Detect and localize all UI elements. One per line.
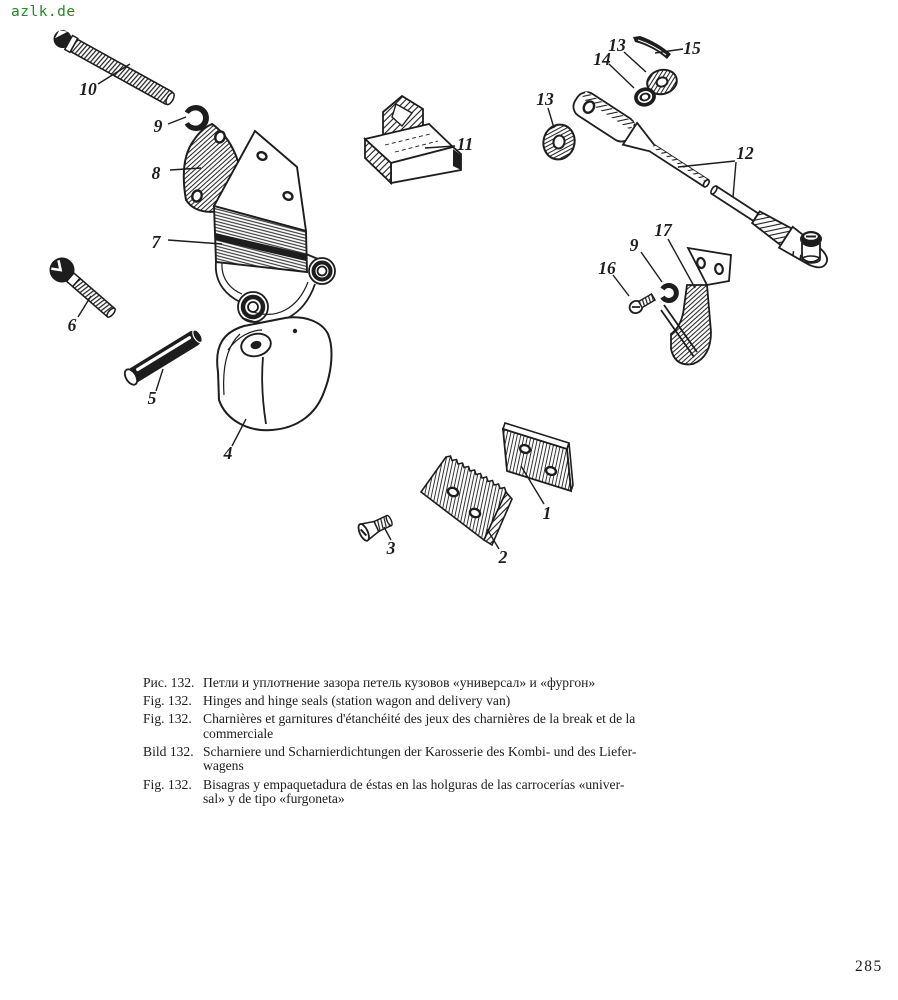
leader-12b xyxy=(733,162,736,197)
part-6-bolt xyxy=(44,252,121,323)
caption-row-spanish: Fig. 132. Bisagras y empaquetadura de éstas en las holguras de las carrocerías «univer- sal» y de tipo «furgoneta» xyxy=(143,778,743,807)
part-16-screw xyxy=(627,292,656,316)
leader-13-2 xyxy=(624,52,646,72)
caption-row-german: Bild 132. Scharniere und Scharnierdichtungen der Karosserie des Kombi- und des Liefer- wagens xyxy=(143,745,743,774)
part-9-lock-washer xyxy=(187,108,206,128)
part-label-2: 2 xyxy=(498,547,508,567)
caption-row-english xyxy=(143,694,743,709)
caption-prefix: Fig. 132. xyxy=(143,776,192,792)
caption-text: Hinges and hinge seals (station wagon and delivery van) xyxy=(203,693,511,709)
part-label-10: 10 xyxy=(79,79,97,99)
leader-9 xyxy=(168,117,186,124)
part-10-long-bolt xyxy=(50,27,177,108)
caption-text: Петли и уплотнение зазора петель кузовов «универсал» и «фургон» xyxy=(203,675,596,690)
part-1-striker-plate xyxy=(503,423,573,491)
caption-text: Charnières et garnitures d'étanchéité des jeux des charnières de la break et de la xyxy=(203,711,636,727)
part-label-16: 16 xyxy=(598,258,616,278)
part-label-14: 14 xyxy=(593,49,611,69)
part-label-9-2: 9 xyxy=(629,235,639,255)
part-label-5: 5 xyxy=(147,388,157,408)
part-label-1: 1 xyxy=(542,503,552,523)
part-label-3: 3 xyxy=(386,538,396,558)
leader-6 xyxy=(78,296,91,317)
part-12-hinge-rod xyxy=(569,88,833,274)
figure-caption xyxy=(143,676,743,810)
part-label-6: 6 xyxy=(67,315,77,335)
part-label-8: 8 xyxy=(151,163,161,183)
part-15-clip-pin xyxy=(633,36,671,59)
part-9-lock-washer-2 xyxy=(663,286,677,301)
leader-9-2 xyxy=(641,252,662,282)
caption-row-russian xyxy=(143,676,743,691)
leader-5 xyxy=(156,369,163,391)
part-label-13-2: 13 xyxy=(608,35,626,55)
caption-prefix: Bild 132. xyxy=(143,743,194,759)
part-2-serrated-wedge xyxy=(421,456,512,545)
part-5-hinge-pin xyxy=(122,327,205,387)
part-label-15: 15 xyxy=(683,38,701,58)
caption-prefix: Рис. 132. xyxy=(143,675,195,690)
caption-text: Bisagras y empaquetadura de éstas en las holguras de las carrocerías «univer- xyxy=(203,776,625,792)
part-label-7: 7 xyxy=(151,232,161,252)
caption-text: Scharniere und Scharnierdichtungen der Karosserie des Kombi- und des Liefer- xyxy=(203,743,637,759)
part-label-13: 13 xyxy=(536,89,554,109)
part-label-11: 11 xyxy=(456,134,474,154)
part-11-guide-wedge xyxy=(365,96,461,183)
leader-12a xyxy=(678,161,735,167)
page-number: 285 xyxy=(855,958,883,975)
leader-14 xyxy=(609,64,634,88)
part-label-12: 12 xyxy=(736,143,754,163)
part-label-17: 17 xyxy=(654,220,672,240)
part-label-4: 4 xyxy=(223,443,233,463)
leader-7 xyxy=(168,240,222,244)
part-17-check-strap xyxy=(661,248,731,364)
caption-row-french: Fig. 132. Charnières et garnitures d'étanchéité des jeux des charnières de la break et de la commerciale xyxy=(143,712,743,741)
part-4-rubber-buffer xyxy=(217,317,331,430)
leader-13 xyxy=(548,108,554,128)
watermark-text: azlk.de xyxy=(11,4,76,20)
leader-16 xyxy=(613,275,629,296)
leader-17 xyxy=(668,239,695,288)
part-13-washer xyxy=(540,121,579,162)
caption-prefix: Fig. 132. xyxy=(143,711,192,727)
caption-prefix: Fig. 132. xyxy=(143,693,192,709)
part-label-9: 9 xyxy=(153,116,163,136)
